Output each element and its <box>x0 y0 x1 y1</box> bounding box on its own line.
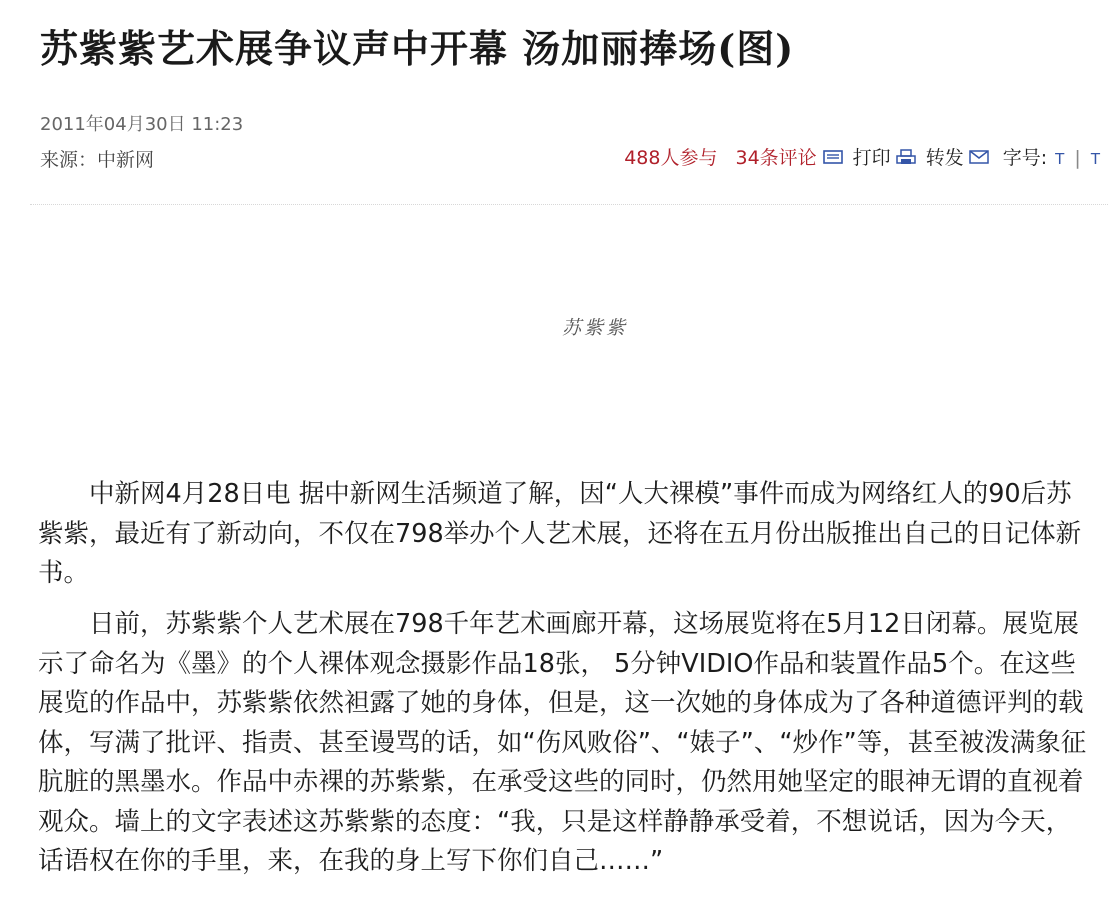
font-size-small-button[interactable]: T <box>1055 150 1065 168</box>
article-paragraph: 日前，苏紫紫个人艺术展在798千年艺术画廊开幕，这场展览将在5月12日闭幕。展览展示了命名为《墨》的个人裸体观念摄影作品18张， 5分钟VIDIO作品和装置作品5个。在这些展览的作品中，苏紫紫依然袒露了她的身体，但是，这一次她的身体成为了各种道德评判的载体，写满了批评、指责、甚至谩骂的话，如“伤风败俗”、“婊子”、“炒作”等，甚至被泼满象征肮脏的黑墨水。作品中赤裸的苏紫紫，在承受这些的同时，仍然用她坚定的眼神无谓的直视着观众。墙上的文字表述这苏紫紫的态度：“我，只是这样静静承受着，不想说话，因为今天，话语权在你的手里，来，在我的身上写下你们自己……” <box>38 609 1087 876</box>
image-caption: 苏紫紫 <box>561 317 628 339</box>
comments-link[interactable]: 34条评论 <box>735 147 817 169</box>
print-button[interactable] <box>853 143 916 170</box>
forward-label: 转发 <box>925 147 964 169</box>
font-size-separator: | <box>1074 147 1081 169</box>
article-title: 苏紫紫艺术展争议声中开幕 汤加丽捧场(图) <box>40 26 795 71</box>
article-paragraph: 中新网4月28日电 据中新网生活频道了解，因“人大裸模”事件而成为网络红人的90后苏紫紫，最近有了新动向，不仅在798举办个人艺术展，还将在五月份出版推出自己的日记体新书。 <box>38 479 1082 588</box>
font-size-label: 字号: <box>1002 147 1048 169</box>
article-toolbar <box>624 143 1102 170</box>
header-divider <box>30 204 1108 205</box>
participants-link[interactable]: 488人参与 <box>624 147 718 169</box>
article-source: 来源：中新网 <box>40 149 155 171</box>
print-label: 打印 <box>852 147 891 169</box>
publish-date: 2011年04月30日 11:23 <box>40 114 244 135</box>
font-size-large-button[interactable]: T <box>1090 150 1100 168</box>
forward-button[interactable] <box>926 143 989 170</box>
mail-icon <box>969 149 989 165</box>
font-size-control <box>1003 143 1102 170</box>
print-icon <box>896 149 916 165</box>
comment-icon[interactable] <box>823 149 843 165</box>
